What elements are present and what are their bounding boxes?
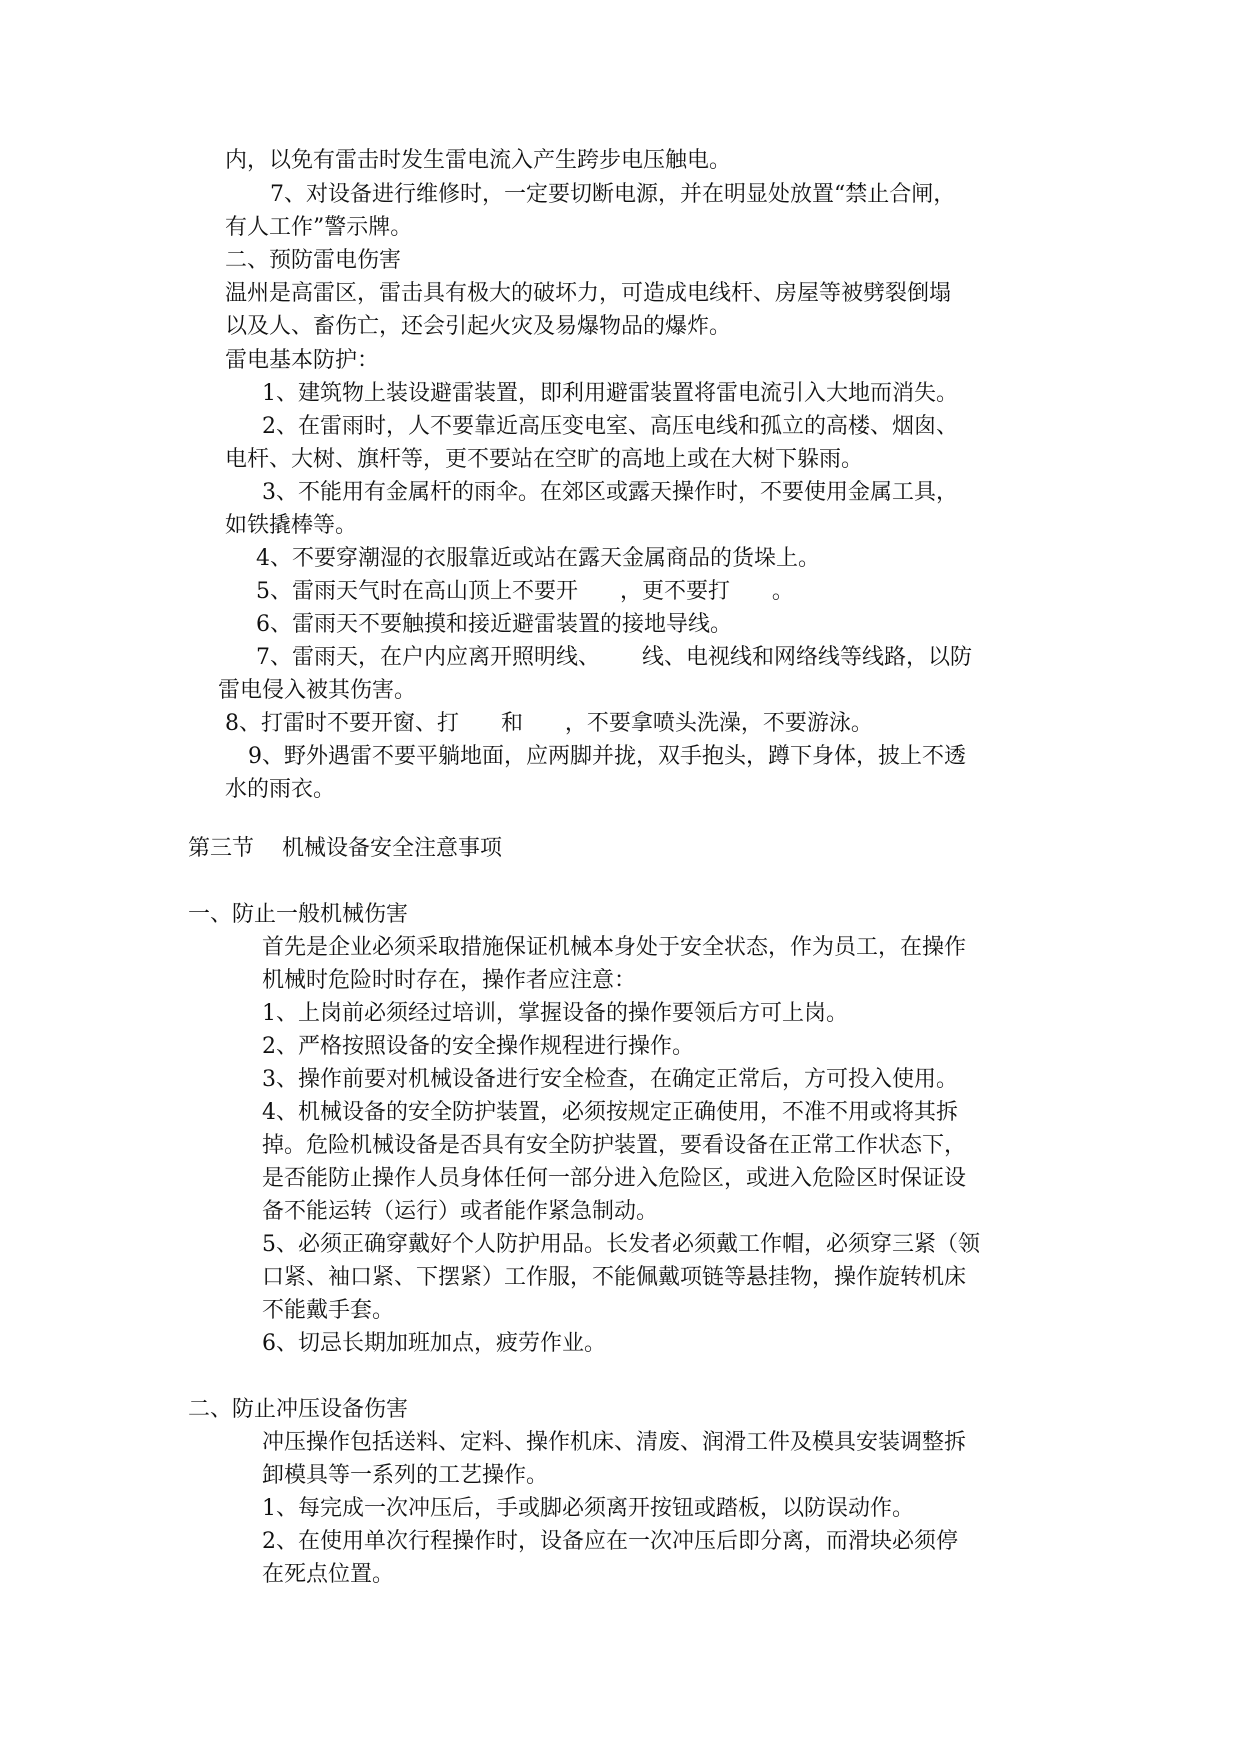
- press-item-1: 1、每完成一次冲压后，手或脚必须离开按钮或踏板，以防误动作。: [262, 1496, 914, 1521]
- lightning-item-3-line-1: 3、不能用有金属杆的雨伞。在郊区或露天操作时，不要使用金属工具，: [262, 480, 958, 505]
- lightning-item-8: 8、打雷时不要开窗、打 和 ，不要拿喷头洗澡，不要游泳。: [225, 711, 873, 736]
- lightning-intro-line-1: 温州是高雷区，雷击具有极大的破坏力，可造成电线杆、房屋等被劈裂倒塌: [225, 281, 952, 306]
- machinery-item-2: 2、严格按照设备的安全操作规程进行操作。: [262, 1034, 694, 1059]
- machinery-item-4-line-1: 4、机械设备的安全防护装置，必须按规定正确使用，不准不用或将其拆: [262, 1100, 958, 1125]
- lightning-item-2-line-2: 电杆、大树、旗杆等，更不要站在空旷的高地上或在大树下躲雨。: [225, 447, 864, 472]
- machinery-item-5-line-2: 口紧、袖口紧、下摆紧）工作服，不能佩戴项链等悬挂物，操作旋转机床: [262, 1265, 967, 1290]
- lightning-item-9-line-1: 9、野外遇雷不要平躺地面，应两脚并拢，双手抱头，蹲下身体，披上不透: [248, 744, 966, 769]
- lightning-item-5: 5、雷雨天气时在高山顶上不要开 ，更不要打 。: [256, 579, 794, 604]
- press-item-2-line-1: 2、在使用单次行程操作时，设备应在一次冲压后即分离，而滑块必须停: [262, 1529, 958, 1554]
- machinery-intro-line-1: 首先是企业必须采取措施保证机械本身处于安全状态，作为员工，在操作: [262, 935, 967, 960]
- machinery-item-1: 1、上岗前必须经过培训，掌握设备的操作要领后方可上岗。: [262, 1001, 848, 1026]
- lightning-item-7-line-1: 7、雷雨天，在户内应离开照明线、 线、电视线和网络线等线路，以防: [256, 645, 972, 670]
- machinery-item-6: 6、切忌长期加班加点，疲劳作业。: [262, 1331, 606, 1356]
- list-item-7-line-2: 有人工作”警示牌。: [225, 215, 413, 240]
- machinery-item-4-line-2: 掉。危险机械设备是否具有安全防护装置，要看设备在正常工作状态下，: [262, 1133, 967, 1158]
- press-intro-line-1: 冲压操作包括送料、定料、操作机床、清废、润滑工件及模具安装调整拆: [262, 1430, 967, 1455]
- paragraph-continuation: 内，以免有雷击时发生雷电流入产生跨步电压触电。: [225, 148, 732, 173]
- lightning-item-7-line-2: 雷电侵入被其伤害。: [218, 678, 417, 703]
- section-heading-machinery: 一、防止一般机械伤害: [188, 902, 409, 927]
- lightning-intro-line-2: 以及人、畜伤亡，还会引起火灾及易爆物品的爆炸。: [225, 314, 732, 339]
- lightning-item-1: 1、建筑物上装设避雷装置，即利用避雷装置将雷电流引入大地而消失。: [262, 381, 958, 406]
- machinery-item-4-line-4: 备不能运转（运行）或者能作紧急制动。: [262, 1199, 659, 1224]
- lightning-item-3-line-2: 如铁撬棒等。: [225, 513, 358, 538]
- press-item-2-line-2: 在死点位置。: [262, 1562, 395, 1587]
- lightning-item-6: 6、雷雨天不要触摸和接近避雷装置的接地导线。: [256, 612, 732, 637]
- lightning-item-9-line-2: 水的雨衣。: [225, 777, 336, 802]
- section-title: 第三节 机械设备安全注意事项: [188, 836, 502, 861]
- lightning-item-2-line-1: 2、在雷雨时，人不要靠近高压变电室、高压电线和孤立的高楼、烟囱、: [262, 414, 958, 439]
- machinery-item-4-line-3: 是否能防止操作人员身体任何一部分进入危险区，或进入危险区时保证设: [262, 1166, 967, 1191]
- section-heading-press: 二、防止冲压设备伤害: [188, 1397, 409, 1422]
- lightning-item-4: 4、不要穿潮湿的衣服靠近或站在露天金属商品的货垛上。: [256, 546, 820, 571]
- machinery-item-3: 3、操作前要对机械设备进行安全检查，在确定正常后，方可投入使用。: [262, 1067, 958, 1092]
- basic-protection-label: 雷电基本防护：: [225, 348, 380, 373]
- machinery-item-5-line-3: 不能戴手套。: [262, 1298, 395, 1323]
- press-intro-line-2: 卸模具等一系列的工艺操作。: [262, 1463, 549, 1488]
- machinery-intro-line-2: 机械时危险时时存在，操作者应注意：: [262, 968, 637, 993]
- machinery-item-5-line-1: 5、必须正确穿戴好个人防护用品。长发者必须戴工作帽，必须穿三紧（领: [262, 1232, 980, 1257]
- list-item-7-line-1: 7、对设备进行维修时，一定要切断电源，并在明显处放置“禁止合闸，: [270, 182, 956, 207]
- section-heading-lightning: 二、预防雷电伤害: [225, 248, 402, 273]
